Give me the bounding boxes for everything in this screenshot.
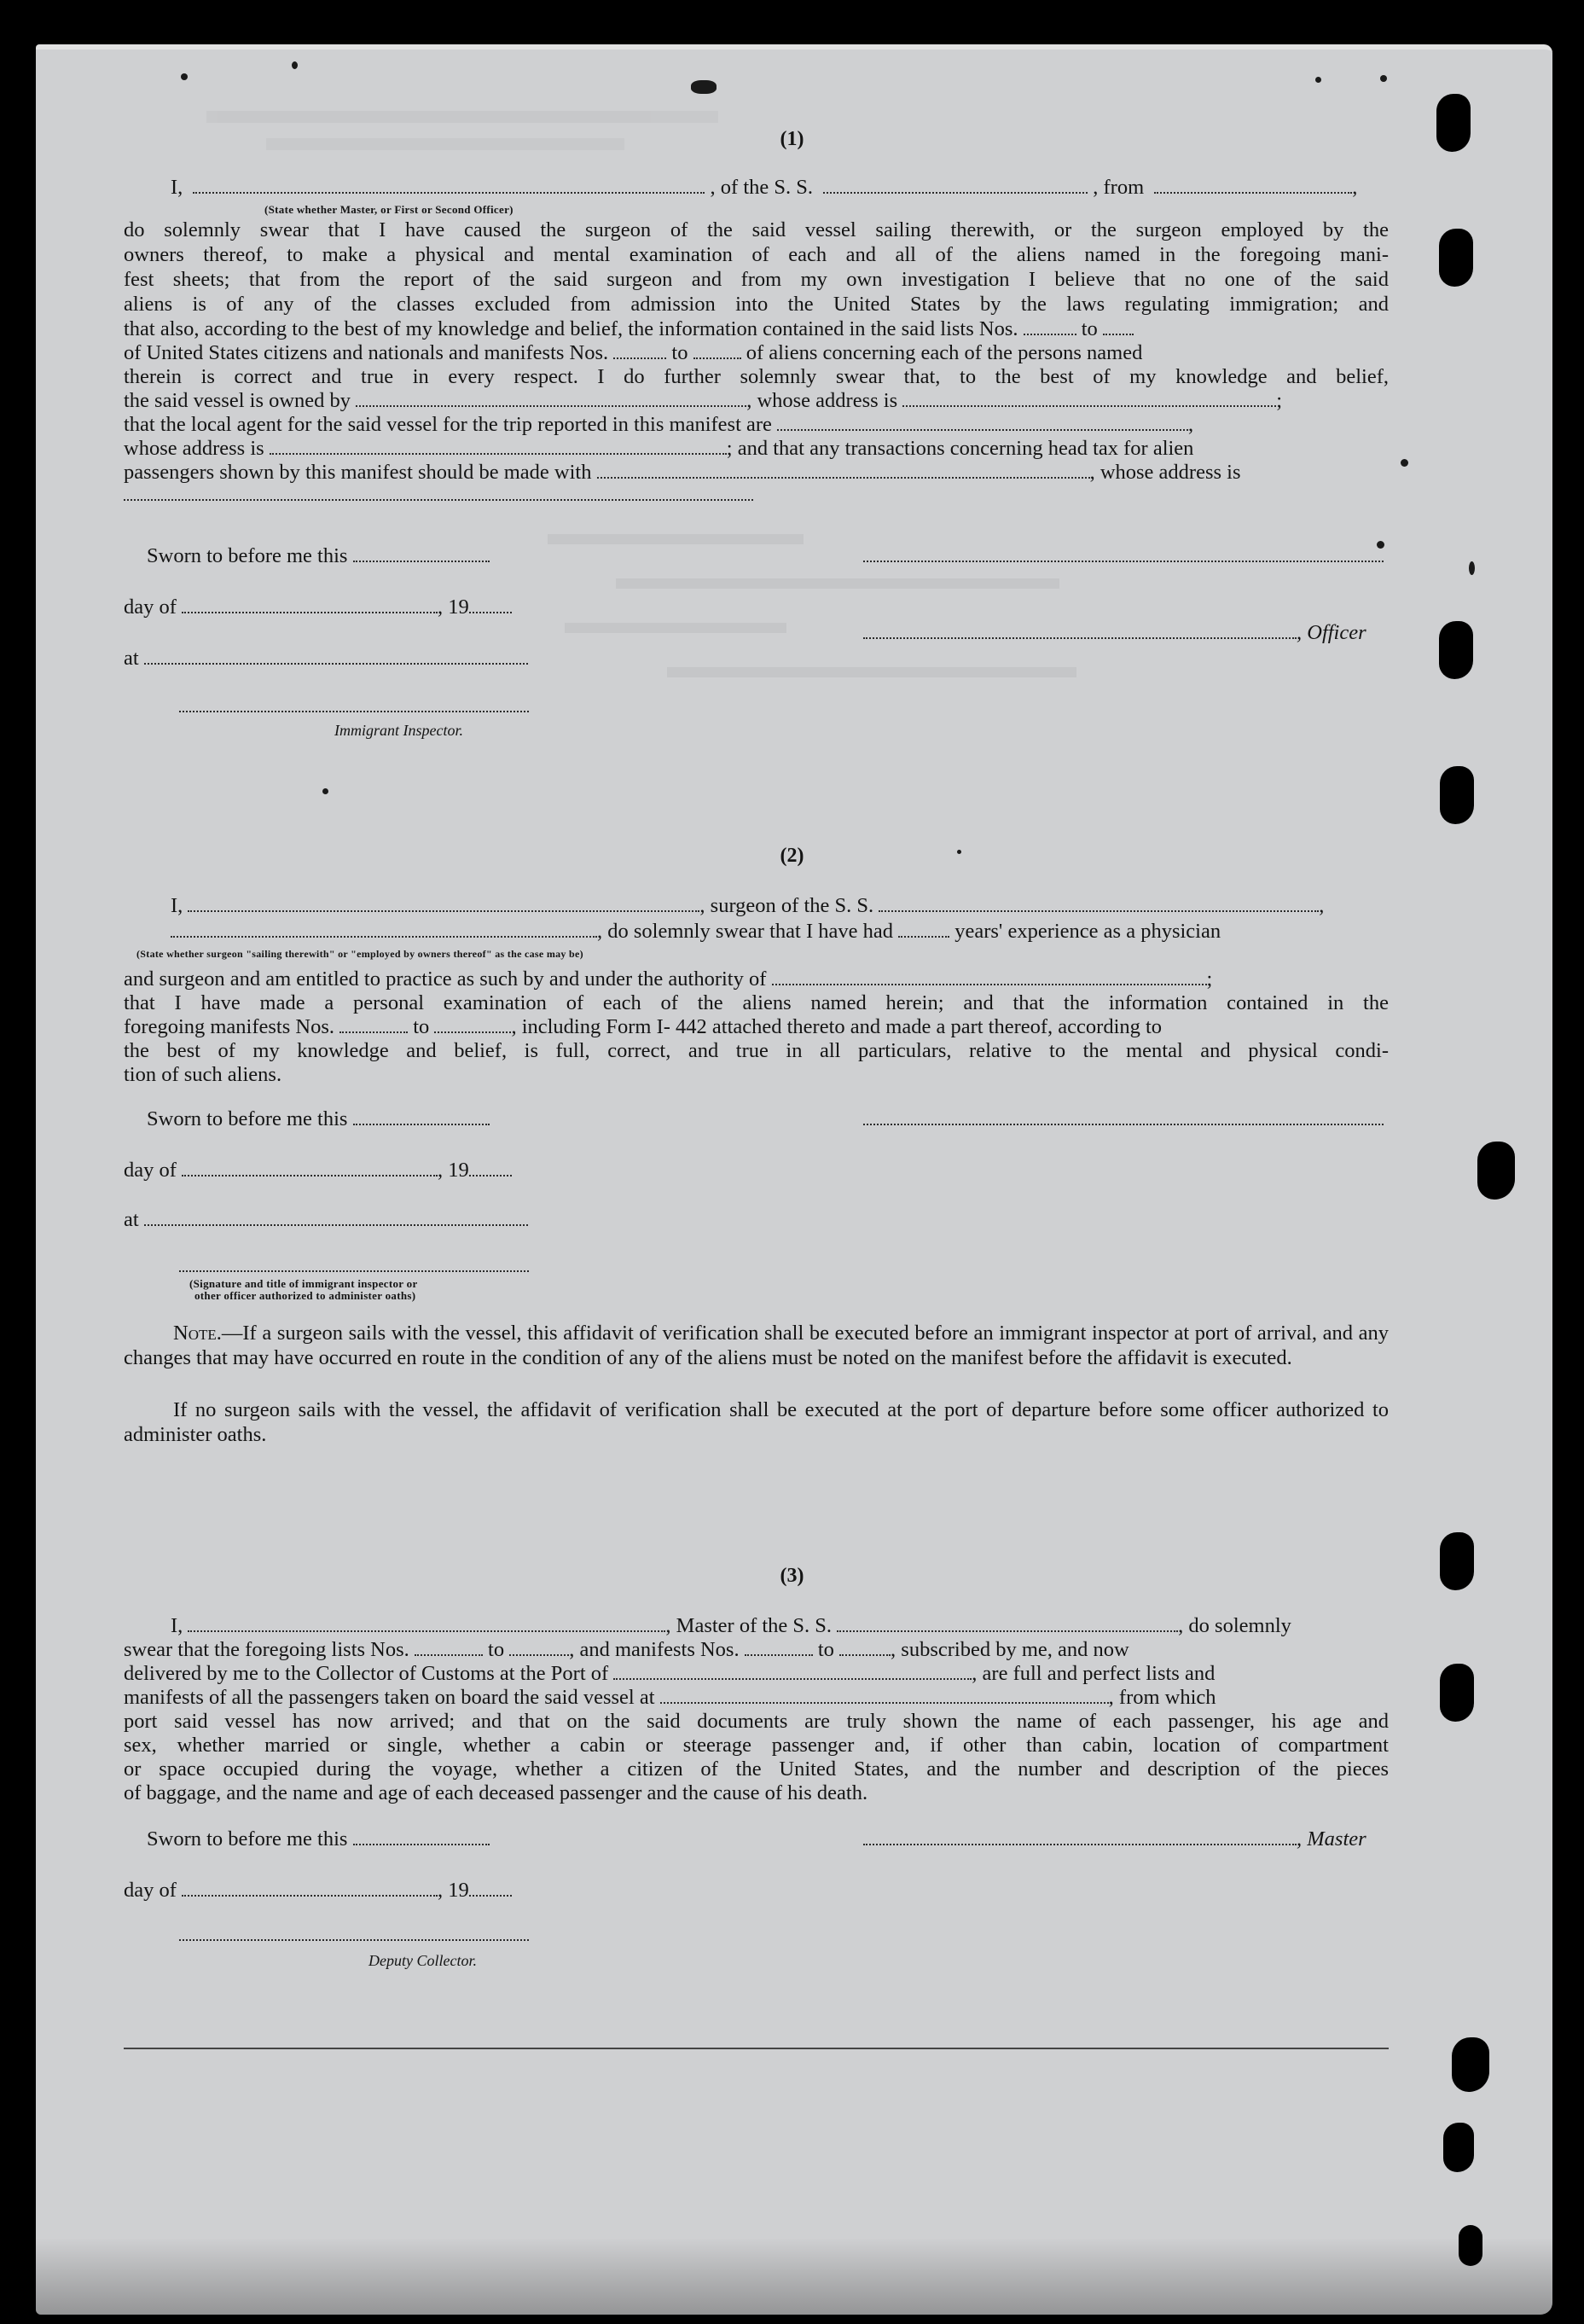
- master-label: , Master: [1297, 1827, 1366, 1850]
- master-signature-field[interactable]: [863, 1832, 1297, 1845]
- s1-body-line: do solemnly swear that I have caused the surgeon of the said vessel sailing therewith, or the surgeon employed by the: [124, 218, 1389, 241]
- s1-of-ss: , of the S. S.: [710, 176, 814, 199]
- page-shadow: [36, 2238, 1552, 2315]
- s2-body-line: the best of my knowledge and belief, is full, correct, and true in all particulars, relative to the mental and physical condi-: [124, 1039, 1389, 1062]
- authority-field[interactable]: [772, 972, 1207, 985]
- s2-to: to: [413, 1015, 430, 1038]
- s2-manifests-to-field[interactable]: [434, 1020, 511, 1033]
- s1-text: at: [124, 647, 139, 670]
- speck-mark: [292, 61, 298, 69]
- binder-hole: [1443, 2123, 1474, 2172]
- s1-body-line: therein is correct and true in every respect. I do further solemnly swear that, to the best of my knowledge and belief,: [124, 365, 1389, 388]
- s3-manifests-to-field[interactable]: [839, 1642, 891, 1656]
- s3-sworn-date-field[interactable]: [353, 1832, 490, 1845]
- s3-text: day of: [124, 1879, 177, 1902]
- s3-dayof: [124, 1879, 512, 1903]
- s2-text: , including Form I- 442 attached thereto and made a part thereof, according to: [511, 1015, 1163, 1038]
- s1-line-headtax: [124, 461, 1241, 485]
- s1-text: of aliens concerning each of the persons named: [746, 341, 1143, 364]
- s3-text: , from which: [1108, 1686, 1216, 1709]
- s1-text: , 19: [438, 596, 469, 619]
- binder-hole: [1439, 621, 1473, 679]
- speck-mark: [1315, 77, 1321, 83]
- years-field[interactable]: [898, 924, 949, 938]
- bottom-rule: [124, 2048, 1389, 2049]
- s3-text: manifests of all the passengers taken on board the said vessel at: [124, 1686, 655, 1709]
- s2-text: and surgeon and am entitled to practice as such by and under the authority of: [124, 967, 767, 991]
- s3-line-master: [171, 1614, 1291, 1638]
- s3-manifests-from-field[interactable]: [745, 1642, 813, 1656]
- s2-inspector-signature: [179, 1254, 529, 1278]
- lists-to-field[interactable]: [1103, 322, 1134, 335]
- s1-officer-signature: [863, 544, 1384, 568]
- s3-line-lists: [124, 1638, 1129, 1662]
- document-page: [36, 44, 1552, 2315]
- bleed-through-text: [548, 527, 1315, 954]
- speck-mark: [1469, 561, 1475, 575]
- s2-text: , do solemnly swear that I have had: [597, 920, 893, 943]
- s2-text: Sworn to before me this: [147, 1107, 348, 1130]
- s3-line-boarded: [124, 1686, 1216, 1710]
- s2-vessel-field[interactable]: [879, 898, 1319, 912]
- s2-day-of-field[interactable]: [182, 1163, 438, 1177]
- s2-manifests-from-field[interactable]: [339, 1020, 408, 1033]
- s1-line-officer: I, , of the S. S. , from ,: [171, 176, 1358, 199]
- s1-body-line: aliens is of any of the classes excluded from admission into the United States by the laws regulating immigration; and: [124, 293, 1389, 316]
- note-label: Note.: [173, 1322, 222, 1345]
- s2-body-line: that I have made a personal examination of each of the aliens named herein; and that the information contained in the: [124, 991, 1389, 1014]
- section-number-2: (2): [780, 845, 804, 867]
- s2-line-authority: and surgeon and am entitled to practice as such by and under the authority of ;: [124, 967, 1213, 991]
- s1-line-blank: [124, 483, 753, 507]
- day-of-field[interactable]: [182, 600, 438, 613]
- s2-dayof: [124, 1159, 512, 1182]
- speck-mark: [1401, 459, 1408, 467]
- s3-line-collector: [124, 1662, 1215, 1686]
- s2-text: foregoing manifests Nos.: [124, 1015, 334, 1038]
- owner-address-field[interactable]: [902, 393, 1276, 407]
- s1-text: day of: [124, 596, 177, 619]
- headtax-address-field[interactable]: [124, 487, 753, 501]
- s2-sworn-date-field[interactable]: [353, 1112, 490, 1125]
- s1-line-agent: [124, 413, 1193, 437]
- s3-day-of-field[interactable]: [182, 1883, 438, 1897]
- s1-inspector-signature: [179, 694, 529, 718]
- s2-text: years' experience as a physician: [954, 920, 1221, 943]
- s2-body-line: tion of such aliens.: [124, 1063, 282, 1086]
- s3-text: , do solemnly: [1178, 1614, 1291, 1637]
- s3-text: delivered by me to the Collector of Customs at the Port of: [124, 1662, 609, 1685]
- s1-line-agent-address: [124, 437, 1193, 461]
- deputy-collector-signature-field[interactable]: [179, 1927, 529, 1941]
- inspector-label: Immigrant Inspector.: [334, 722, 463, 739]
- s3-text: , subscribed by me, and now: [891, 1638, 1129, 1661]
- s3-text: , 19: [438, 1879, 469, 1902]
- inspector-signature-field[interactable]: [179, 699, 529, 712]
- binder-hole: [1477, 1142, 1515, 1200]
- section-number-3: (3): [780, 1565, 804, 1587]
- s3-text: I,: [171, 1614, 183, 1637]
- punct: ;: [1276, 389, 1283, 412]
- s1-text: , whose address is: [746, 389, 898, 412]
- s1-sworn: [147, 544, 490, 568]
- s1-text: ; and that any transactions concerning head tax for alien: [726, 437, 1194, 460]
- from-port-field[interactable]: [1154, 180, 1352, 194]
- surgeon-name-field[interactable]: [188, 898, 699, 912]
- s2-sworn: [147, 1107, 490, 1131]
- s3-master-signature: [863, 1827, 1366, 1851]
- s2-year-field[interactable]: [469, 1163, 512, 1177]
- s3-collector-signature: [179, 1923, 529, 1947]
- s1-to: to: [671, 341, 688, 364]
- s1-rank-caption: (State whether Master, or First or Second Officer): [264, 203, 513, 216]
- s1-text: that also, according to the best of my knowledge and belief, the information contained in the said lists Nos.: [124, 317, 1018, 340]
- s2-note: [124, 1321, 1389, 1371]
- s2-sig-caption: other officer authorized to administer oaths): [194, 1289, 416, 1302]
- s3-text: swear that the foregoing lists Nos.: [124, 1638, 409, 1661]
- s1-body-line: fest sheets; that from the report of the said surgeon and from my own investigation I believe that no one of the said: [124, 268, 1389, 291]
- note-text: —If a surgeon sails with the vessel, this affidavit of verification shall be executed before an immigrant inspector at port of arrival, and any changes that may have occurred en route in the condition of any of the aliens must be noted on the manifest before the affidavit is executed.: [124, 1322, 1389, 1370]
- s3-text: , Master of the S. S.: [665, 1614, 833, 1637]
- s2-line-surgeon: I, , surgeon of the S. S. ,: [171, 894, 1325, 917]
- port-field[interactable]: [613, 1666, 972, 1680]
- speck-mark: [1380, 75, 1387, 82]
- s2-line-experience: [171, 920, 1221, 944]
- s3-to: to: [488, 1638, 505, 1661]
- vessel-name-field[interactable]: [823, 180, 1088, 194]
- s2-caption: (State whether surgeon "sailing therewith" or "employed by owners thereof" as the case may be): [136, 948, 583, 960]
- sworn-date-field[interactable]: [353, 549, 490, 562]
- s3-body-line: port said vessel has now arrived; and that on the said documents are truly shown the name of each passenger, his age and: [124, 1710, 1389, 1733]
- s1-text: passengers shown by this manifest should be made with: [124, 461, 592, 484]
- binder-hole: [1459, 2225, 1482, 2266]
- s3-sworn: [147, 1827, 490, 1851]
- agent-field[interactable]: [777, 417, 1188, 431]
- s1-line-manifests: [124, 341, 1142, 365]
- speck-mark: [181, 73, 188, 80]
- year-field[interactable]: [469, 600, 512, 613]
- s2-line-manifests: [124, 1015, 1162, 1039]
- surgeon-signature-field[interactable]: [863, 1112, 1384, 1125]
- s1-text: whose address is: [124, 437, 264, 460]
- s1-from: , from: [1093, 176, 1145, 199]
- s3-lists-from-field[interactable]: [415, 1642, 483, 1656]
- headtax-contact-field[interactable]: [597, 465, 1090, 479]
- s1-text: of United States citizens and nationals and manifests Nos.: [124, 341, 609, 364]
- section-number-1: (1): [780, 128, 804, 150]
- manifests-from-field[interactable]: [613, 346, 666, 359]
- s1-officer-line: [863, 621, 1366, 645]
- s3-lists-to-field[interactable]: [509, 1642, 569, 1656]
- s2-note-2: If no surgeon sails with the vessel, the affidavit of verification shall be executed at the port of departure before some officer authorized to administer oaths.: [124, 1398, 1389, 1447]
- officer-label: , Officer: [1297, 621, 1366, 644]
- s1-line-lists: [124, 317, 1389, 341]
- s2-text: , 19: [438, 1159, 469, 1182]
- s3-body-line: or space occupied during the voyage, whether a citizen of the United States, and the number and description of the pieces: [124, 1758, 1389, 1781]
- deputy-collector-label: Deputy Collector.: [368, 1952, 477, 1969]
- s3-vessel-field[interactable]: [837, 1618, 1178, 1632]
- s2-text: , surgeon of the S. S.: [699, 894, 874, 917]
- s3-body-line: sex, whether married or single, whether a cabin or steerage passenger and, if other than cabin, location of compartment: [124, 1734, 1389, 1757]
- surgeon-capacity-field[interactable]: [171, 924, 597, 938]
- s1-text: Sworn to before me this: [147, 544, 348, 567]
- at-place-field[interactable]: [144, 651, 528, 665]
- s1-text: that the local agent for the said vessel for the trip reported in this manifest are: [124, 413, 772, 436]
- officer-signature-field[interactable]: [863, 549, 1384, 562]
- s1-text: , whose address is: [1089, 461, 1241, 484]
- s2-text: at: [124, 1208, 139, 1231]
- officer-title-field[interactable]: [863, 625, 1297, 639]
- binder-hole: [1440, 1664, 1474, 1722]
- speck-mark: [691, 80, 717, 94]
- s1-text: the said vessel is owned by: [124, 389, 351, 412]
- s1-line-owner: [124, 389, 1282, 413]
- s2-surgeon-signature: [863, 1107, 1384, 1131]
- binder-hole: [1439, 229, 1473, 287]
- master-name-field[interactable]: [188, 1618, 665, 1632]
- officer-rank-field[interactable]: [193, 180, 705, 194]
- s3-text: , are full and perfect lists and: [972, 1662, 1216, 1685]
- s3-text: Sworn to before me this: [147, 1827, 348, 1850]
- s3-body-line: of baggage, and the name and age of each deceased passenger and the cause of his death.: [124, 1781, 868, 1804]
- binder-hole: [1452, 2037, 1489, 2092]
- owner-field[interactable]: [356, 393, 746, 407]
- s3-text: , and manifests Nos.: [569, 1638, 740, 1661]
- s2-at: [124, 1208, 528, 1232]
- s1-body-line: owners thereof, to make a physical and mental examination of each and all of the aliens named in the foregoing mani-: [124, 243, 1389, 266]
- s1-i: I,: [171, 176, 183, 199]
- s2-text: day of: [124, 1159, 177, 1182]
- s1-dayof: [124, 596, 512, 619]
- s3-to: to: [817, 1638, 834, 1661]
- lists-from-field[interactable]: [1024, 322, 1076, 335]
- s2-sig-caption: (Signature and title of immigrant inspector or: [189, 1277, 418, 1290]
- s2-at-place-field[interactable]: [144, 1212, 528, 1226]
- s1-to: to: [1081, 317, 1098, 340]
- punct: ,: [1188, 413, 1194, 436]
- manifests-to-field[interactable]: [693, 346, 741, 359]
- agent-address-field[interactable]: [270, 441, 727, 455]
- binder-hole: [1440, 766, 1474, 824]
- s2-inspector-signature-field[interactable]: [179, 1258, 529, 1272]
- boarded-at-field[interactable]: [660, 1690, 1109, 1704]
- s1-at: [124, 647, 528, 671]
- s3-year-field[interactable]: [469, 1883, 512, 1897]
- s2-text: I,: [171, 894, 183, 917]
- speck-mark: [322, 788, 328, 794]
